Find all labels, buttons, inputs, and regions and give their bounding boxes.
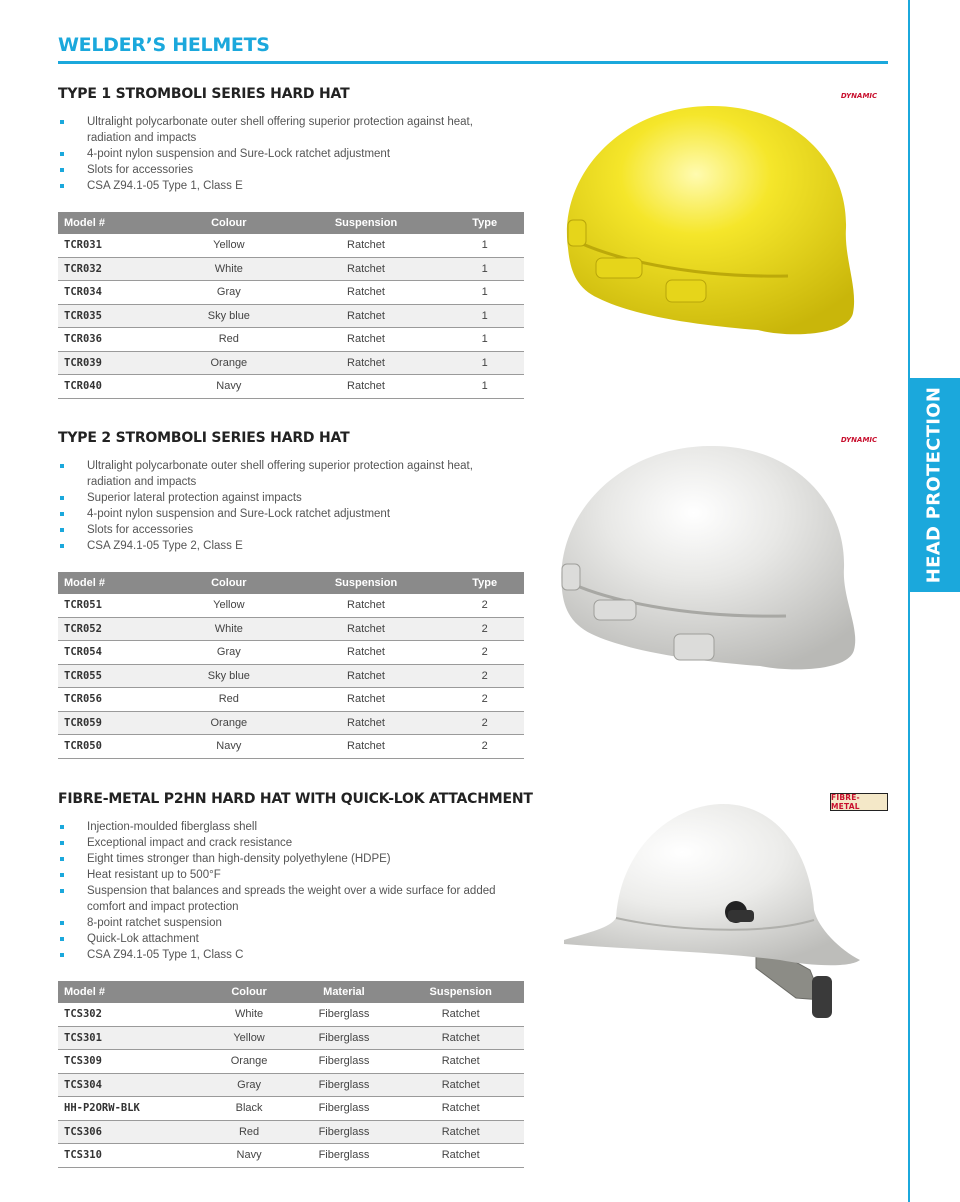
table-cell: Ratchet xyxy=(287,234,446,257)
table-cell: 2 xyxy=(445,688,524,712)
feature-bullet: Quick-Lok attachment xyxy=(87,931,507,947)
table-row xyxy=(58,328,524,352)
table-header-row xyxy=(58,981,524,1003)
table-cell: 2 xyxy=(445,735,524,759)
feature-bullet: Heat resistant up to 500°F xyxy=(87,867,507,883)
table-cell: Orange xyxy=(171,711,287,735)
table-cell: Red xyxy=(171,328,287,352)
feature-list xyxy=(58,114,528,194)
model-number-cell: TCR056 xyxy=(58,688,171,712)
table-cell: Fiberglass xyxy=(291,1073,398,1097)
column-header: Model # xyxy=(58,981,208,1003)
table-cell: Yellow xyxy=(171,234,287,257)
feature-bullet: Ultralight polycarbonate outer shell offering superior protection against heat, radiation and impacts xyxy=(87,114,507,146)
table-cell: Fiberglass xyxy=(291,1097,398,1121)
model-number-cell: TCR052 xyxy=(58,617,171,641)
table-cell: Gray xyxy=(171,281,287,305)
column-header: Material xyxy=(291,981,398,1003)
model-number-cell: TCR039 xyxy=(58,351,171,375)
fibre-metal-logo: FIBRE-METAL xyxy=(830,793,888,811)
table-cell: Yellow xyxy=(171,594,287,617)
table-cell: Ratchet xyxy=(287,375,446,399)
model-number-cell: TCR054 xyxy=(58,641,171,665)
table-header-row xyxy=(58,212,524,234)
table-row xyxy=(58,1050,524,1074)
table-cell: 2 xyxy=(445,617,524,641)
column-header: Suspension xyxy=(287,212,446,234)
table-cell: 1 xyxy=(445,234,524,257)
yellow-hard-hat-image xyxy=(548,98,870,344)
table-cell: 2 xyxy=(445,664,524,688)
column-header: Model # xyxy=(58,212,171,234)
table-cell: Orange xyxy=(208,1050,291,1074)
feature-bullet: 8-point ratchet suspension xyxy=(87,915,507,931)
table-cell: Ratchet xyxy=(287,617,446,641)
table-cell: Fiberglass xyxy=(291,1144,398,1168)
table-cell: Ratchet xyxy=(397,1003,524,1026)
column-header: Type xyxy=(445,212,524,234)
section-heading: TYPE 2 STROMBOLI SERIES HARD HAT xyxy=(58,430,350,446)
table-cell: Fiberglass xyxy=(291,1050,398,1074)
column-header: Colour xyxy=(208,981,291,1003)
side-tab xyxy=(908,0,960,1202)
table-row xyxy=(58,688,524,712)
table-cell: Ratchet xyxy=(287,664,446,688)
model-number-cell: TCR032 xyxy=(58,257,171,281)
table-cell: 2 xyxy=(445,594,524,617)
table-cell: Ratchet xyxy=(287,257,446,281)
table-cell: 1 xyxy=(445,351,524,375)
model-number-cell: TCR034 xyxy=(58,281,171,305)
table-cell: Fiberglass xyxy=(291,1120,398,1144)
spec-table xyxy=(58,572,524,759)
table-cell: Ratchet xyxy=(287,688,446,712)
table-row xyxy=(58,1120,524,1144)
title-rule xyxy=(58,61,888,64)
table-cell: Ratchet xyxy=(397,1144,524,1168)
model-number-cell: TCS310 xyxy=(58,1144,208,1168)
table-cell: 1 xyxy=(445,257,524,281)
table-cell: Sky blue xyxy=(171,664,287,688)
table-row xyxy=(58,1144,524,1168)
model-number-cell: TCR040 xyxy=(58,375,171,399)
feature-bullet: CSA Z94.1-05 Type 2, Class E xyxy=(87,538,507,554)
table-cell: Ratchet xyxy=(287,711,446,735)
table-cell: Ratchet xyxy=(287,281,446,305)
table-row xyxy=(58,664,524,688)
table-cell: Sky blue xyxy=(171,304,287,328)
table-row xyxy=(58,1097,524,1121)
feature-bullet: Ultralight polycarbonate outer shell offering superior protection against heat, radiation and impacts xyxy=(87,458,507,490)
table-cell: Fiberglass xyxy=(291,1003,398,1026)
section-heading: FIBRE-METAL P2HN HARD HAT WITH QUICK-LOK ATTACHMENT xyxy=(58,791,533,807)
table-cell: Navy xyxy=(208,1144,291,1168)
spec-table xyxy=(58,212,524,399)
feature-bullet: Eight times stronger than high-density polyethylene (HDPE) xyxy=(87,851,507,867)
side-tab-label: HEAD PROTECTION xyxy=(923,386,945,584)
feature-bullet: Exceptional impact and crack resistance xyxy=(87,835,507,851)
table-row xyxy=(58,234,524,257)
model-number-cell: TCR051 xyxy=(58,594,171,617)
table-header-row xyxy=(58,572,524,594)
table-row xyxy=(58,1003,524,1026)
feature-bullet: Superior lateral protection against impacts xyxy=(87,490,507,506)
dynamic-logo: DYNAMIC xyxy=(840,92,878,100)
table-cell: Navy xyxy=(171,375,287,399)
column-header: Suspension xyxy=(397,981,524,1003)
table-row xyxy=(58,1026,524,1050)
white-hard-hat-image xyxy=(548,440,870,676)
page-title: WELDER’S HELMETS xyxy=(58,34,270,56)
table-cell: Gray xyxy=(171,641,287,665)
table-cell: Ratchet xyxy=(287,641,446,665)
table-cell: Gray xyxy=(208,1073,291,1097)
table-cell: Black xyxy=(208,1097,291,1121)
table-cell: Red xyxy=(171,688,287,712)
table-cell: 1 xyxy=(445,281,524,305)
table-cell: White xyxy=(208,1003,291,1026)
table-row xyxy=(58,304,524,328)
table-cell: Ratchet xyxy=(397,1120,524,1144)
dynamic-logo: DYNAMIC xyxy=(840,436,878,444)
table-row xyxy=(58,375,524,399)
model-number-cell: TCR055 xyxy=(58,664,171,688)
table-cell: Ratchet xyxy=(397,1097,524,1121)
table-cell: Orange xyxy=(171,351,287,375)
model-number-cell: TCR035 xyxy=(58,304,171,328)
table-cell: 2 xyxy=(445,711,524,735)
model-number-cell: TCR031 xyxy=(58,234,171,257)
feature-bullet: 4-point nylon suspension and Sure-Lock ratchet adjustment xyxy=(87,146,507,162)
table-cell: Ratchet xyxy=(397,1050,524,1074)
feature-bullet: Slots for accessories xyxy=(87,162,507,178)
table-cell: White xyxy=(171,617,287,641)
feature-bullet: Slots for accessories xyxy=(87,522,507,538)
table-cell: Ratchet xyxy=(287,328,446,352)
column-header: Colour xyxy=(171,212,287,234)
table-row xyxy=(58,257,524,281)
feature-bullet: 4-point nylon suspension and Sure-Lock ratchet adjustment xyxy=(87,506,507,522)
table-row xyxy=(58,711,524,735)
table-cell: Ratchet xyxy=(397,1073,524,1097)
column-header: Suspension xyxy=(287,572,446,594)
model-number-cell: HH-P2ORW-BLK xyxy=(58,1097,208,1121)
model-number-cell: TCR036 xyxy=(58,328,171,352)
table-cell: 1 xyxy=(445,375,524,399)
table-row xyxy=(58,1073,524,1097)
table-row xyxy=(58,281,524,305)
table-row xyxy=(58,594,524,617)
table-cell: Ratchet xyxy=(287,735,446,759)
feature-bullet: CSA Z94.1-05 Type 1, Class E xyxy=(87,178,507,194)
model-number-cell: TCS301 xyxy=(58,1026,208,1050)
table-cell: 1 xyxy=(445,304,524,328)
table-row xyxy=(58,641,524,665)
model-number-cell: TCR059 xyxy=(58,711,171,735)
fibre-metal-hard-hat-image xyxy=(560,800,870,1030)
table-cell: Ratchet xyxy=(287,304,446,328)
feature-bullet: Suspension that balances and spreads the weight over a wide surface for added comfort and impact protection xyxy=(87,883,507,915)
table-cell: Yellow xyxy=(208,1026,291,1050)
feature-list xyxy=(58,819,528,963)
section-heading: TYPE 1 STROMBOLI SERIES HARD HAT xyxy=(58,86,350,102)
table-row xyxy=(58,351,524,375)
table-cell: Fiberglass xyxy=(291,1026,398,1050)
table-cell: Ratchet xyxy=(287,594,446,617)
table-cell: Red xyxy=(208,1120,291,1144)
column-header: Colour xyxy=(171,572,287,594)
feature-bullet: Injection-moulded fiberglass shell xyxy=(87,819,507,835)
section-type1 xyxy=(58,86,528,399)
feature-bullet: CSA Z94.1-05 Type 1, Class C xyxy=(87,947,507,963)
table-cell: 1 xyxy=(445,328,524,352)
model-number-cell: TCR050 xyxy=(58,735,171,759)
column-header: Type xyxy=(445,572,524,594)
table-cell: Ratchet xyxy=(397,1026,524,1050)
model-number-cell: TCS302 xyxy=(58,1003,208,1026)
column-header: Model # xyxy=(58,572,171,594)
table-cell: Ratchet xyxy=(287,351,446,375)
section-type2 xyxy=(58,430,528,759)
table-row xyxy=(58,735,524,759)
model-number-cell: TCS304 xyxy=(58,1073,208,1097)
table-cell: 2 xyxy=(445,641,524,665)
table-cell: White xyxy=(171,257,287,281)
spec-table xyxy=(58,981,524,1168)
section-fibre-metal xyxy=(58,791,533,1168)
model-number-cell: TCS306 xyxy=(58,1120,208,1144)
feature-list xyxy=(58,458,528,554)
table-row xyxy=(58,617,524,641)
model-number-cell: TCS309 xyxy=(58,1050,208,1074)
table-cell: Navy xyxy=(171,735,287,759)
